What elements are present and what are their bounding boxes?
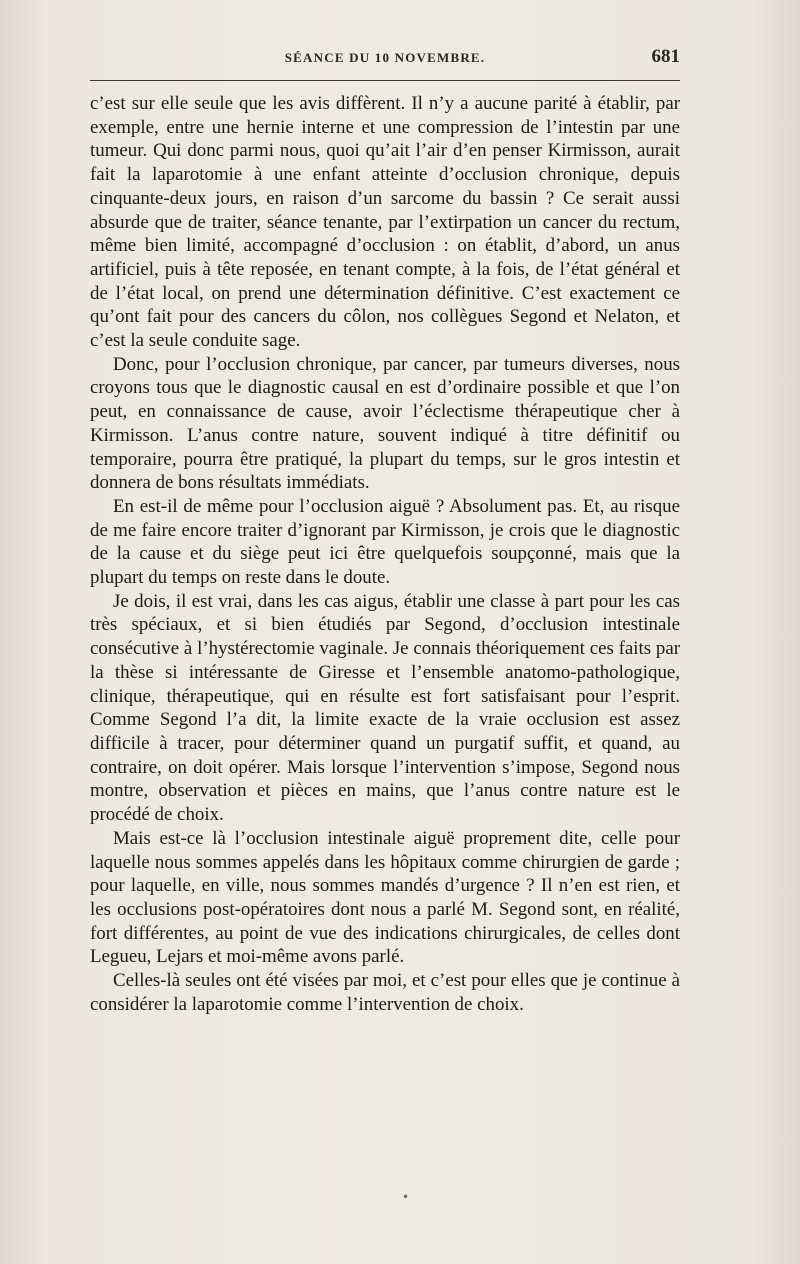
header-rule — [90, 80, 680, 81]
paragraph-6: Celles-là seules ont été visées par moi, et c’est pour elles que je continue à considérer la laparotomie comme l’intervention de choix. — [90, 970, 680, 1015]
page-number: 681 — [651, 46, 680, 67]
paragraph-4: Je dois, il est vrai, dans les cas aigus, établir une classe à part pour les cas très spéciaux, et si bien étudiés par Segond, d’occlusion intestinale consécutive à l’hystérectomie vaginale. Je connais théoriquement ces faits par la thèse si intéressante de Giresse et l’ensemble anatomo-pathologique, clinique, thérapeutique, qui en résulte est fort satisfaisant pour l’esprit. Comme Segond l’a dit, la limite exacte de la vraie occlusion est assez difficile à tracer, pour déterminer quand un purgatif suffit, et quand, au contraire, on doit opérer. Mais lorsque l’intervention s’impose, Segond nous montre, observation et pièces en mains, que l’anus contre nature est le procédé de choix. — [90, 590, 680, 826]
paragraph-3: En est-il de même pour l’occlusion aiguë ? Absolument pas. Et, au risque de me faire encore traiter d’ignorant par Kirmisson, je crois que le diagnostic de la cause et du siège peut ici être quelquefois soupçonné, mais que la plupart du temps on reste dans le doute. — [90, 495, 680, 589]
paragraph-5: Mais est-ce là l’occlusion intestinale aiguë proprement dite, celle pour laquelle nous sommes appelés dans les hôpitaux comme chirurgien de garde ; pour laquelle, en ville, nous sommes mandés d’urgence ? Il n’en est rien, et les occlusions post-opératoires dont nous a parlé M. Segond sont, en réalité, fort différentes, au point de vue des indications chirurgicales, de celles dont Legueu, Lejars et moi-même avons parlé. — [90, 827, 680, 968]
paragraph-2: Donc, pour l’occlusion chronique, par cancer, par tumeurs diverses, nous croyons tous que le diagnostic causal en est d’ordinaire possible et que l’on peut, en connaissance de cause, avoir l’éclectisme thérapeutique cher à Kirmisson. L’anus contre nature, souvent indiqué à titre définitif ou temporaire, pourra être pratiqué, la plupart du temps, sur le gros intestin et donnera de bons résultats immédiats. — [90, 353, 680, 494]
page-header — [90, 46, 680, 70]
body-text — [90, 92, 680, 1016]
paragraph-1: c’est sur elle seule que les avis diffèrent. Il n’y a aucune parité à établir, par exemple, entre une hernie interne et une compression de l’intestin par une tumeur. Qui donc parmi nous, quoi qu’ait l’air d’en penser Kirmisson, aurait fait la laparotomie à une enfant atteinte d’occlusion chronique, depuis cinquante-deux jours, en raison d’un sarcome du bassin ? Ce serait aussi absurde que de traiter, séance tenante, par l’extirpation un cancer du rectum, même bien limité, accompagné d’occlusion : on établit, d’abord, un anus artificiel, puis à tête reposée, en tenant compte, à la fois, de l’état général et de l’état local, on prend une détermination définitive. C’est exactement ce qu’ont fait pour des cancers du côlon, nos collègues Segond et Nelaton, et c’est la seule conduite sage. — [90, 93, 680, 352]
running-head: SÉANCE DU 10 NOVEMBRE. — [284, 50, 486, 65]
print-mark: • — [402, 1190, 410, 1204]
